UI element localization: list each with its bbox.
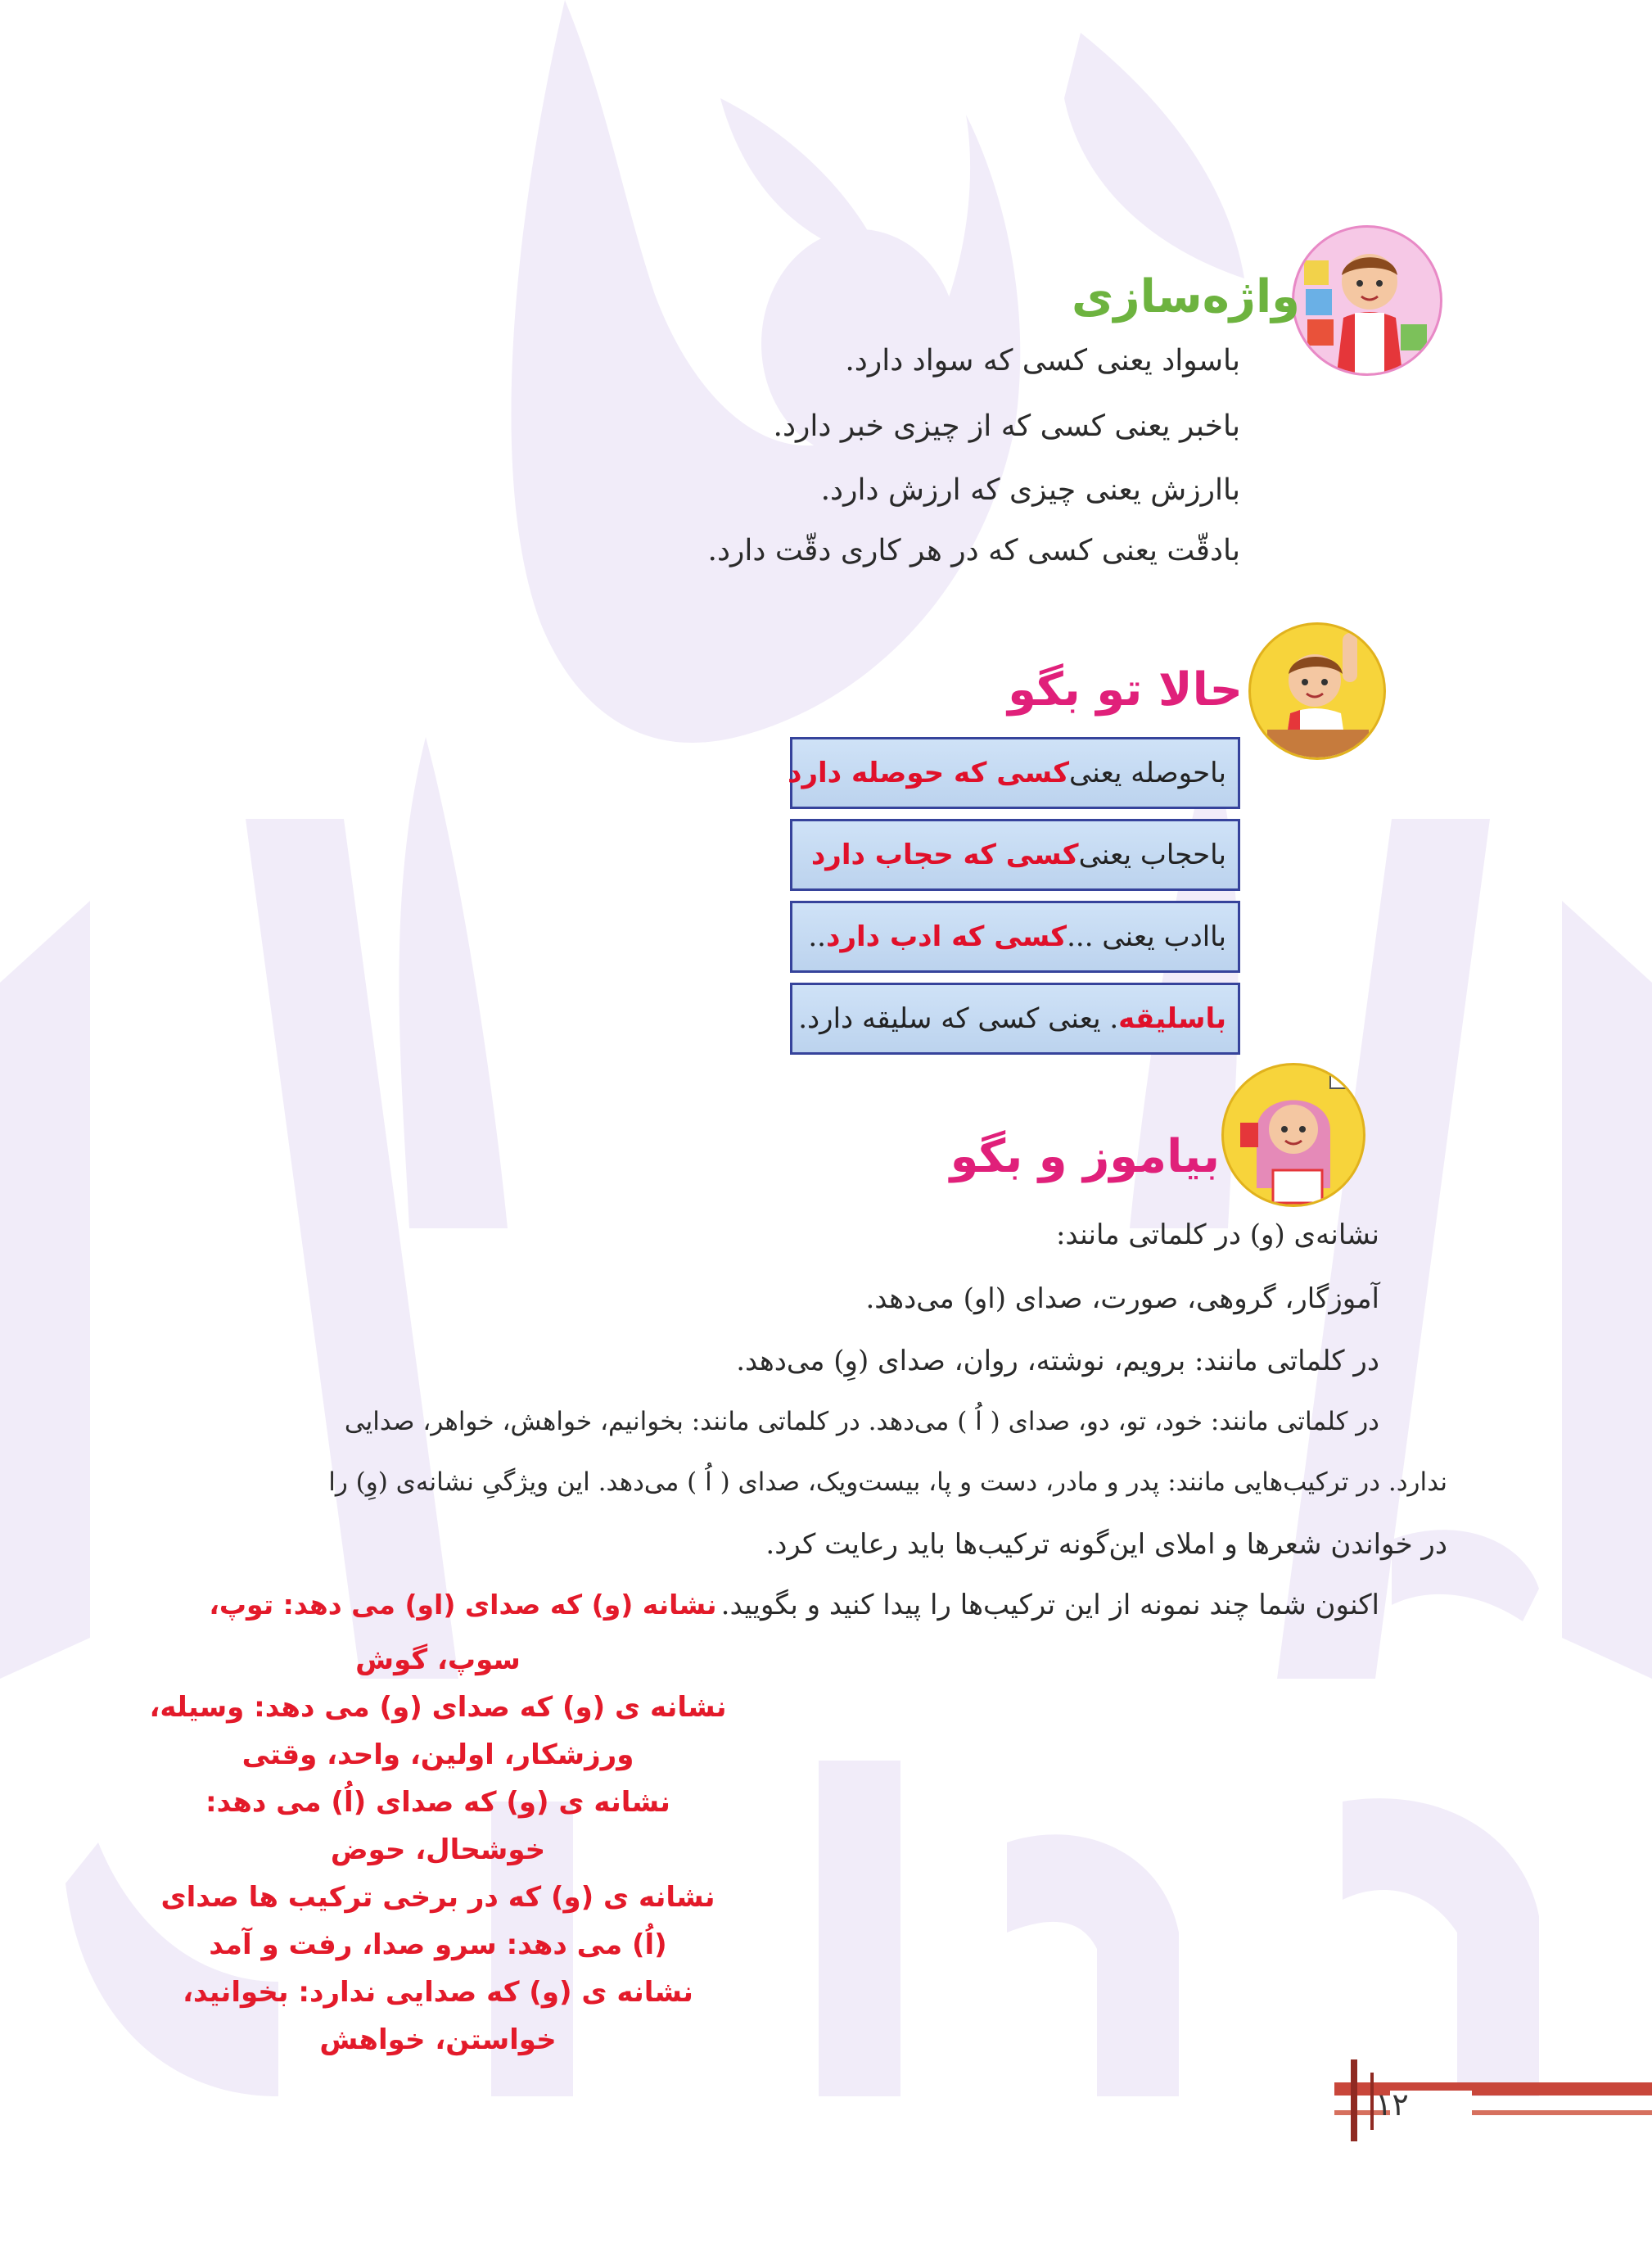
section1-line-2: باخبر یعنی کسی که از چیزی خبر دارد.: [773, 409, 1240, 443]
box3-suffix: ..: [808, 920, 826, 953]
section2-avatar: [1248, 622, 1386, 760]
section1-line-4: بادقّت یعنی کسی که در هر کاری دقّت دارد.: [707, 534, 1240, 567]
section3-avatar: [1221, 1063, 1365, 1207]
page-number: ۱۲: [1375, 2086, 1409, 2123]
box4-answer: باسلیقه: [1118, 1002, 1226, 1035]
section1-avatar: [1292, 225, 1442, 376]
answer-line-4: نشانه ی (و) که صدای (اُ) می دهد:: [205, 1786, 670, 1819]
box2-answer: کسی که حجاب دارد: [810, 839, 1079, 871]
instruction-answer: نشانه (و) که صدای (او) می دهد: توپ،: [209, 1589, 717, 1621]
boy-raising-hand-icon: [1251, 625, 1383, 757]
answer-box-1: [790, 737, 1240, 809]
section3-line-5: ندارد. در ترکیب‌هایی مانند: پدر و مادر، دست و پا، بیست‌ویک، صدای ( اُ ) می‌دهد. این ویژگیِ نشانه‌ی (وِ) را: [328, 1467, 1447, 1497]
answer-line-5: خوشحال، حوض: [330, 1833, 546, 1866]
section3-line-1: نشانه‌ی (و) در کلماتی مانند:: [1055, 1218, 1379, 1251]
section1-line-3: باارزش یعنی چیزی که ارزش دارد.: [820, 473, 1240, 507]
answer-line-2: نشانه ی (و) که صدای (و) می دهد: وسیله،: [149, 1691, 727, 1724]
boy-with-blocks-icon: [1294, 228, 1440, 373]
section1-line-1: باسواد یعنی کسی که سواد دارد.: [845, 344, 1240, 378]
answer-line-8: نشانه ی (و) که صدایی ندارد: بخوانید،: [183, 1976, 693, 2009]
student-answer-block: [139, 1636, 737, 2064]
answer-line-9: خواستن، خواهش: [319, 2023, 557, 2056]
section3-instruction-row: [209, 1589, 1379, 1621]
answer-line-6: نشانه ی (و) که در برخی ترکیب ها صدای: [160, 1881, 715, 1914]
answer-box-4: [790, 983, 1240, 1055]
box4-suffix: . یعنی کسی که سلیقه دارد.: [798, 1002, 1119, 1035]
answer-line-7: (اُ) می دهد: سرو صدا، رفت و آمد: [209, 1928, 667, 1961]
section3-instruction: اکنون شما چند نمونه از این ترکیب‌ها را پیدا کنید و بگویید.: [720, 1589, 1379, 1621]
box3-prefix: باادب یعنی ...: [1067, 920, 1226, 953]
answer-line-3: ورزشکار، اولین، واحد، وقتی: [241, 1738, 634, 1771]
answer-line-1: سوپ، گوش: [355, 1643, 521, 1676]
section3-line-4: در کلماتی مانند: خود، تو، دو، صدای ( اُ ) می‌دهد. در کلماتی مانند: بخوانیم، خواهش، خواهر، صدایی: [344, 1407, 1379, 1436]
box1-prefix: باحوصله یعنی: [1068, 757, 1226, 789]
section3-line-6: در خواندن شعرها و املای این‌گونه ترکیب‌ها باید رعایت کرد.: [765, 1528, 1447, 1561]
section3-title: بیاموز و بگو: [950, 1130, 1220, 1183]
answer-box-2: [790, 819, 1240, 891]
section2-title: حالا تو بگو: [1008, 663, 1243, 717]
section3-line-2: آموزگار، گروهی، صورت، صدای (او) می‌دهد.: [865, 1282, 1379, 1315]
section3-line-3: در کلماتی مانند: برویم، نوشته، روان، صدای (وِ) می‌دهد.: [736, 1345, 1379, 1377]
box3-answer: کسی که ادب دارد: [826, 920, 1067, 953]
section1-title: واژه‌سازی: [1072, 270, 1300, 323]
answer-box-3: [790, 901, 1240, 973]
girl-with-card-icon: [1224, 1065, 1363, 1205]
box1-answer: کسی که حوصله دارد: [788, 757, 1069, 789]
box2-prefix: باحجاب یعنی: [1078, 839, 1226, 871]
